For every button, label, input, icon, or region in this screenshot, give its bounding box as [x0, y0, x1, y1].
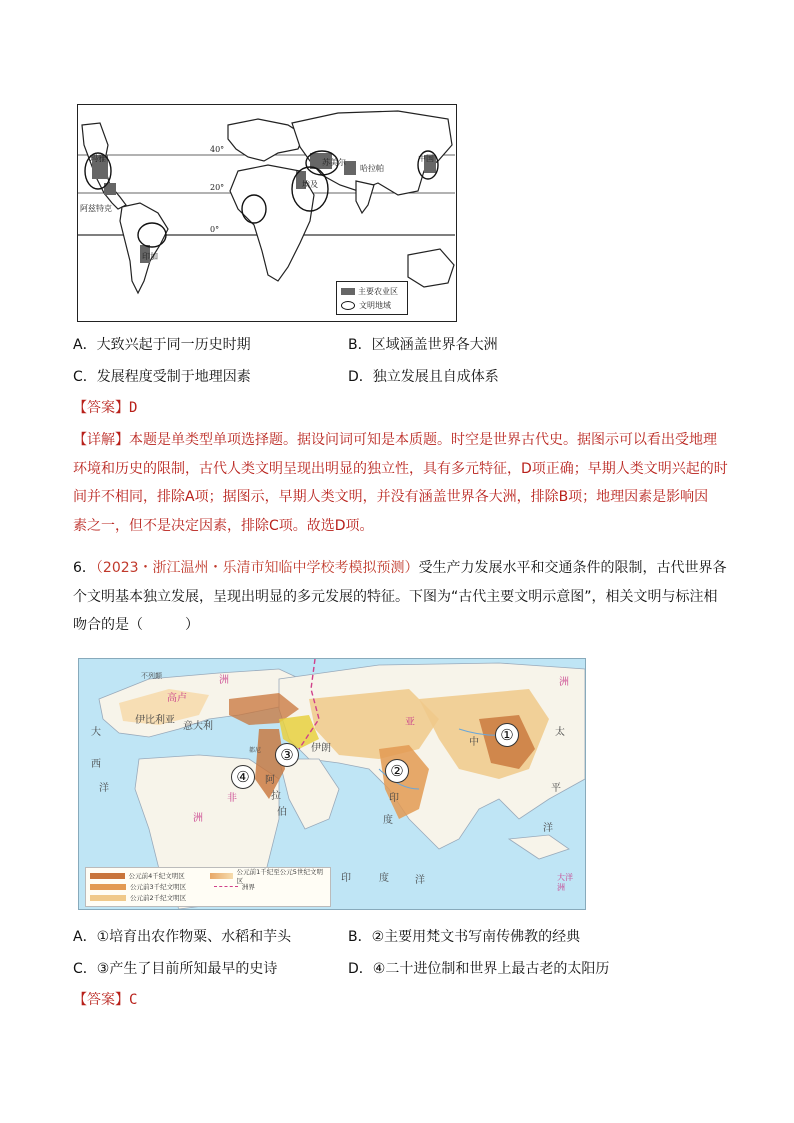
label-arabia-1: 阿 — [265, 775, 275, 786]
marker-1: ① — [495, 723, 519, 747]
map-label-egypt: 埃及 — [302, 180, 318, 189]
q5-option-b: B．区域涵盖世界各大洲 — [348, 337, 498, 353]
label-italy: 意大利 — [183, 721, 213, 732]
q6-number: 6． — [73, 560, 96, 576]
marker-4: ④ — [231, 765, 255, 789]
q6-stem-line-2: 个文明基本独立发展，呈现出明显的多元发展的特征。下图为“古代主要文明示意图”，相关文明与标注相 — [73, 588, 718, 605]
q6-option-c: C．③产生了目前所知最早的史诗 — [73, 961, 278, 977]
australia — [408, 249, 454, 287]
land-arabia — [279, 759, 339, 829]
q5-option-a: A．大致兴起于同一历史时期 — [73, 337, 251, 353]
q5-option-d: D．独立发展且自成体系 — [348, 369, 499, 385]
q5-detail-label: 【详解】 — [73, 432, 129, 448]
label-atlantic-2: 西 — [91, 759, 101, 770]
label-china: 中 — [469, 737, 479, 748]
q5-detail-line-2: 环境和历史的限制，古代人类文明呈现出明显的独立性，具有多元特征，D项正确；早期人类文明兴起的时 — [73, 460, 728, 477]
map2-legend — [85, 867, 331, 907]
map-label-lat20: 20° — [210, 183, 225, 192]
q5-detail-line-1: 本题是单类型单项选择题。据设问词可知是本质题。时空是世界古代史。据图示可以看出受地理 — [129, 432, 717, 448]
legend-bc4000-label: 公元前4千纪文明区 — [128, 872, 185, 880]
label-indian-2: 度 — [379, 873, 389, 884]
q5-option-c: C．发展程度受制于地理因素 — [73, 369, 251, 385]
map-label-harappa: 哈拉帕 — [360, 164, 384, 173]
world-civilization-map — [77, 104, 457, 322]
label-europe: 洲 — [219, 675, 229, 686]
legend-agri-swatch — [341, 288, 355, 295]
label-india-2: 度 — [383, 815, 393, 826]
q6-stem-line-3: 吻合的是（ ） — [73, 617, 199, 633]
q6-stem — [73, 554, 733, 640]
label-asia-2: 洲 — [559, 677, 569, 688]
india — [356, 181, 374, 213]
legend-bc3000-label: 公元前3千纪文明区 — [130, 883, 187, 891]
legend-bc4000-swatch — [90, 873, 125, 879]
q6-answer-label: 【答案】 — [73, 992, 129, 1008]
legend-bc3000-swatch — [90, 884, 126, 890]
q6-stem-line-1: 受生产力发展水平和交通条件的限制，古代世界各 — [418, 560, 727, 576]
label-india-1: 印 — [389, 793, 399, 804]
legend-agri-label: 主要农业区 — [358, 286, 398, 296]
q5-detail — [73, 426, 733, 540]
q5-answer-value: D — [129, 400, 138, 416]
label-pacific-3: 洋 — [543, 823, 553, 834]
q5-answer — [73, 398, 137, 418]
land-islands — [509, 835, 569, 859]
label-britain: 不列颠 — [141, 672, 162, 680]
label-gaul: 高卢 — [167, 693, 187, 704]
label-indian-1: 印 — [341, 873, 351, 884]
label-delhi: 都尼 — [249, 747, 262, 754]
map-label-sumer: 苏美尔 — [322, 158, 346, 167]
label-iran: 伊朗 — [311, 743, 331, 754]
legend-bc2000-label: 公元前2千纪文明区 — [130, 894, 187, 902]
q5-detail-line-3: 间并不相同，排除A项；据图示，早期人类文明，并没有涵盖世界各大洲，排除B项；地理因素是影响因 — [73, 489, 709, 505]
q6-option-a: A．①培育出农作物粟、水稻和芋头 — [73, 929, 292, 945]
legend-bc1000-swatch — [210, 873, 233, 879]
label-asia-1: 亚 — [405, 717, 415, 728]
label-indian-3: 洋 — [415, 875, 425, 886]
label-iberia: 伊比利亚 — [135, 715, 175, 726]
marker-3: ③ — [275, 743, 299, 767]
map-label-inca: 印加 — [142, 252, 158, 261]
label-africa-1: 非 — [227, 793, 237, 804]
legend-civ-swatch — [341, 301, 355, 310]
label-pacific-1: 太 — [555, 727, 565, 738]
map1-legend — [336, 281, 408, 315]
label-pacific-2: 平 — [551, 783, 561, 794]
map-label-aztec: 阿兹特克 — [80, 204, 112, 213]
label-arabia-3: 伯 — [277, 807, 287, 818]
label-oceania: 大洋洲 — [557, 873, 573, 892]
label-atlantic-3: 洋 — [99, 783, 109, 794]
q5-answer-label: 【答案】 — [73, 400, 129, 416]
ancient-civilization-map — [78, 658, 586, 910]
marker-2: ② — [385, 759, 409, 783]
legend-bc1000-label: 公元前1千纪至公元5世纪文明区 — [236, 867, 323, 885]
label-africa-2: 洲 — [193, 813, 203, 824]
legend-bc2000-swatch — [90, 895, 126, 901]
map-label-lat40: 40° — [210, 145, 225, 154]
q6-option-d: D．④二十进位制和世界上最古老的太阳历 — [348, 961, 610, 977]
map-label-lat0: 0° — [210, 225, 220, 234]
q6-answer — [73, 990, 137, 1010]
q6-answer-value: C — [129, 992, 138, 1008]
q5-detail-line-4: 素之一，但不是决定因素，排除C项。故选D项。 — [73, 517, 374, 534]
q6-option-b: B．②主要用梵文书写南传佛教的经典 — [348, 929, 581, 945]
legend-border-swatch — [214, 886, 238, 887]
q6-source: （2023・浙江温州・乐清市知临中学校考模拟预测） — [95, 560, 419, 576]
map-label-maya: 玛雅 — [90, 154, 106, 163]
legend-border-label: 洲界 — [242, 883, 255, 891]
label-atlantic-1: 大 — [91, 727, 101, 738]
map-label-china: 中国 — [418, 154, 434, 163]
legend-civ-label: 文明地域 — [359, 300, 391, 310]
label-arabia-2: 拉 — [271, 791, 281, 802]
